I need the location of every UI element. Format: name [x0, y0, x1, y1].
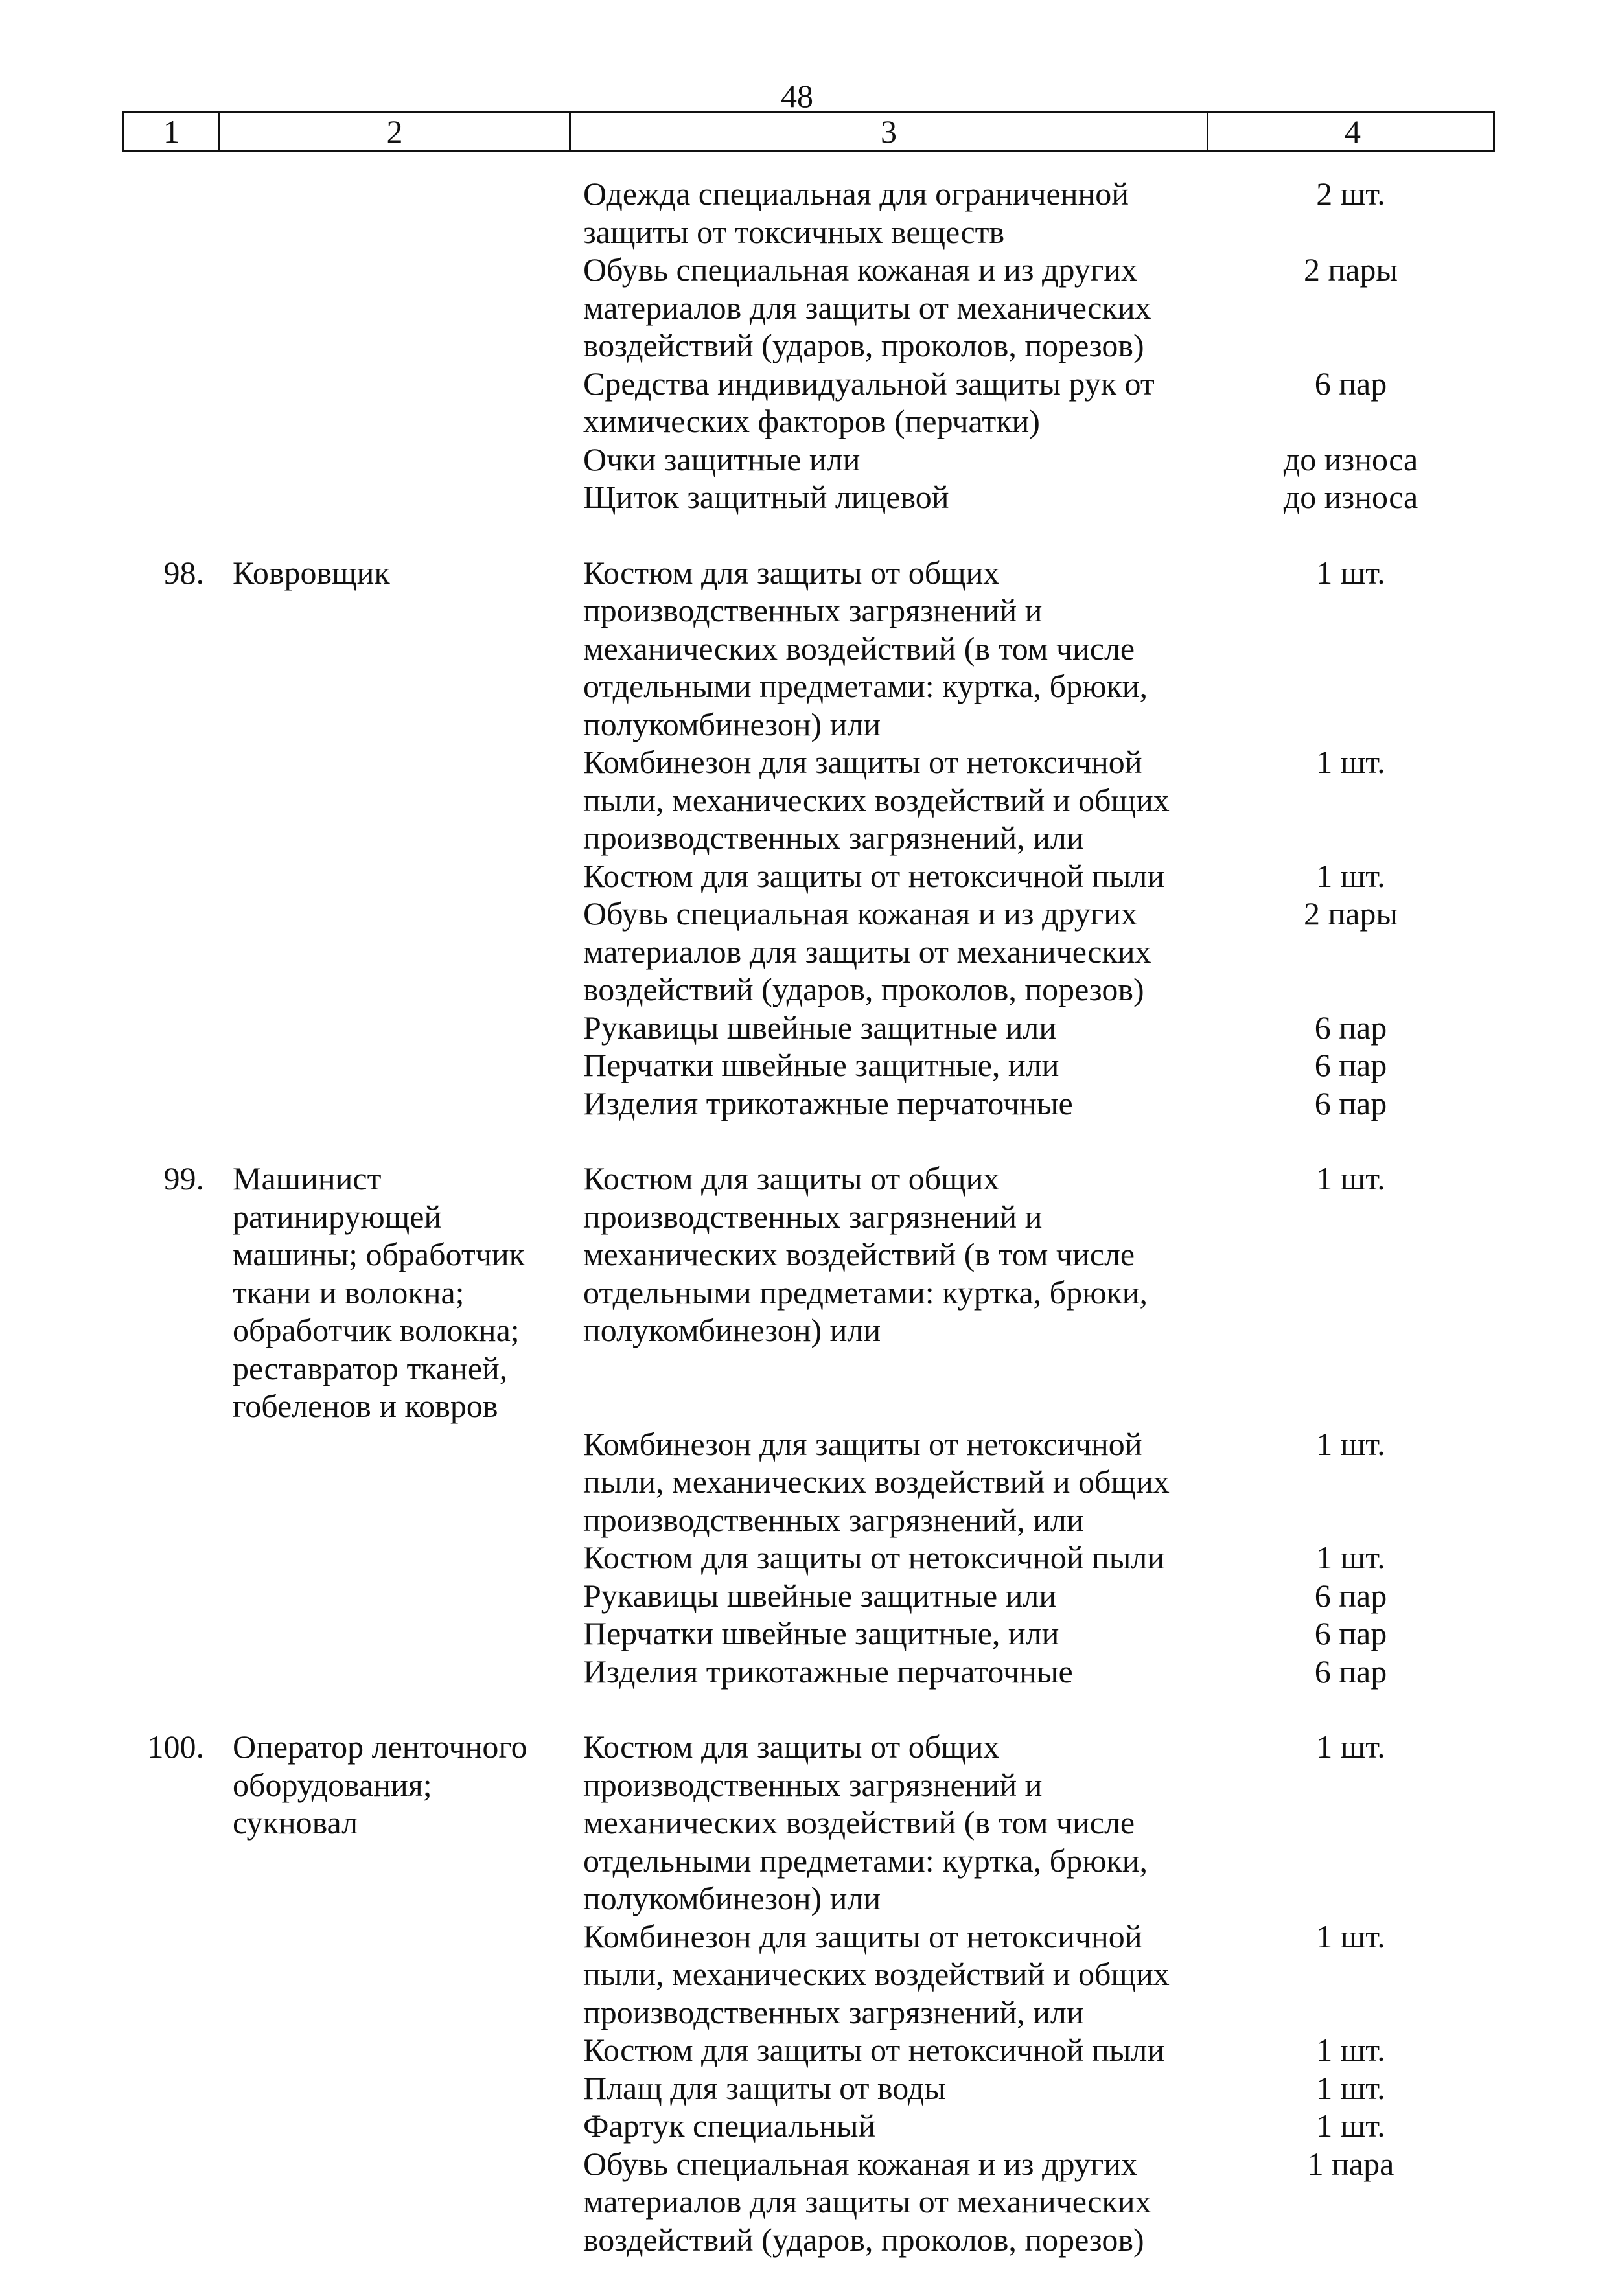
ppe-item-line: материалов для защиты от механических: [583, 933, 1151, 970]
ppe-item: [569, 895, 1207, 1009]
ppe-item: [569, 1009, 1207, 1047]
ppe-item: [569, 251, 1207, 365]
profession-cell: [218, 1046, 569, 1085]
entry-number-cell: [122, 1918, 218, 2032]
ppe-item-line: производственных загрязнений и: [583, 1766, 1043, 1803]
entry-number-cell: [122, 1539, 218, 1577]
profession-line: сукновал: [233, 1804, 358, 1841]
ppe-quantity: 6 пар: [1314, 365, 1387, 402]
continuation-entry: [122, 175, 1495, 516]
entry-number-cell: [122, 857, 218, 895]
ppe-item: [569, 365, 1207, 441]
table-header-row: [122, 111, 1495, 152]
ppe-item: [569, 1046, 1207, 1085]
ppe-item-line: полукомбинезон) или: [583, 706, 881, 742]
ppe-quantity: 6 пар: [1314, 1577, 1387, 1614]
entry-number-cell: [122, 1425, 218, 1539]
ppe-item-line: Костюм для защиты от нетоксичной пыли: [583, 2032, 1165, 2068]
ppe-item: [569, 1614, 1207, 1653]
ppe-item-line: производственных загрязнений, или: [583, 1993, 1084, 2030]
ppe-item-line: Комбинезон для защиты от нетоксичной: [583, 744, 1142, 780]
profession-line: реставратор тканей,: [233, 1349, 508, 1386]
ppe-quantity: 1 шт.: [1316, 1425, 1385, 1462]
ppe-item: [569, 743, 1207, 857]
ppe-quantity: 2 пары: [1303, 895, 1398, 932]
entry-number-cell: [122, 441, 218, 479]
ppe-item-line: отдельными предметами: куртка, брюки,: [583, 1274, 1148, 1311]
entry-number-cell: [122, 1009, 218, 1047]
profession-cell: [218, 1577, 569, 1615]
ppe-quantity: 2 пары: [1303, 251, 1398, 288]
ppe-item-line: Костюм для защиты от нетоксичной пыли: [583, 1539, 1165, 1576]
ppe-item-line: воздействий (ударов, проколов, порезов): [583, 327, 1144, 363]
ppe-item: [569, 1539, 1207, 1577]
ppe-item: [569, 2031, 1207, 2069]
profession-cell: [218, 2069, 569, 2107]
ppe-item-line: Обувь специальная кожаная и из других: [583, 2145, 1138, 2182]
table-row: [122, 554, 1495, 744]
ppe-item-line: Одежда специальная для ограниченной: [583, 176, 1129, 212]
ppe-item-line: пыли, механических воздействий и общих: [583, 1956, 1170, 1992]
ppe-item: [569, 175, 1207, 251]
ppe-item-line: Обувь специальная кожаная и из других: [583, 251, 1138, 288]
table-row: [122, 1728, 1495, 1918]
ppe-quantity: 6 пар: [1314, 1085, 1387, 1121]
header-cell-col-4: 4: [1345, 113, 1361, 150]
entry-number-cell: [122, 1577, 218, 1615]
profession-line: оборудования;: [233, 1766, 432, 1803]
ppe-quantity: 6 пар: [1314, 1047, 1387, 1083]
table-row: [122, 1918, 1495, 2032]
profession-cell: [218, 441, 569, 479]
table-row: [122, 365, 1495, 441]
ppe-item: [569, 554, 1207, 744]
profession-cell: [218, 1160, 569, 1425]
ppe-item: [569, 2107, 1207, 2145]
profession-cell: [218, 1614, 569, 1653]
header-cell-col-1: 1: [124, 113, 220, 150]
ppe-item-line: отдельными предметами: куртка, брюки,: [583, 1842, 1148, 1879]
profession-cell: [218, 857, 569, 895]
ppe-quantity: 6 пар: [1314, 1009, 1387, 1046]
ppe-item-line: Очки защитные или: [583, 441, 861, 477]
ppe-item-line: материалов для защиты от механических: [583, 2183, 1151, 2220]
ppe-item: [569, 1728, 1207, 1918]
ppe-item-line: Рукавицы швейные защитные или: [583, 1577, 1057, 1614]
table-body: [122, 175, 1495, 2296]
table-row: [122, 857, 1495, 895]
table-row: [122, 2145, 1495, 2259]
profession-cell: [218, 2107, 569, 2145]
profession-cell: [218, 2145, 569, 2259]
profession-line: машины; обработчик: [233, 1236, 525, 1272]
entry-number: 100.: [147, 1728, 204, 1765]
ppe-item-line: Средства индивидуальной защиты рук от: [583, 365, 1155, 402]
entry-number-cell: [122, 1614, 218, 1653]
profession-cell: [218, 1009, 569, 1047]
ppe-item-line: Комбинезон для защиты от нетоксичной: [583, 1918, 1142, 1955]
ppe-quantity: до износа: [1283, 441, 1418, 477]
header-cell-col-3: 3: [571, 113, 1208, 150]
table-row: [122, 2069, 1495, 2107]
ppe-quantity: 1 шт.: [1316, 1160, 1385, 1197]
profession-cell: [218, 895, 569, 1009]
ppe-quantity: 6 пар: [1314, 1653, 1387, 1690]
profession-cell: [218, 2031, 569, 2069]
ppe-item-line: полукомбинезон) или: [583, 1880, 881, 1916]
profession-line: гобеленов и ковров: [233, 1388, 498, 1424]
entry-number-cell: [122, 1653, 218, 1691]
table-row: [122, 1085, 1495, 1123]
ppe-quantity: 1 шт.: [1316, 1918, 1385, 1955]
ppe-item-line: Комбинезон для защиты от нетоксичной: [583, 1425, 1142, 1462]
page-number: 48: [781, 78, 813, 114]
entry-number-cell: [122, 1085, 218, 1123]
profession-cell: [218, 251, 569, 365]
ppe-quantity: 1 шт.: [1316, 1728, 1385, 1765]
table-entry: [122, 554, 1495, 1123]
ppe-item-line: защиты от токсичных веществ: [583, 213, 1005, 250]
ppe-item-line: пыли, механических воздействий и общих: [583, 1464, 1170, 1500]
ppe-item-line: Перчатки швейные защитные, или: [583, 1047, 1059, 1083]
table-row: [122, 1160, 1495, 1425]
ppe-item-line: механических воздействий (в том числе: [583, 1236, 1135, 1272]
ppe-item-line: воздействий (ударов, проколов, порезов): [583, 971, 1144, 1007]
profession-line: ратинирующей: [233, 1198, 442, 1235]
ppe-item-line: воздействий (ударов, проколов, порезов): [583, 2221, 1144, 2258]
ppe-item-line: Костюм для защиты от общих: [583, 1160, 1000, 1197]
ppe-quantity: 1 шт.: [1316, 2032, 1385, 2068]
profession-line: Оператор ленточного: [233, 1728, 527, 1765]
ppe-item: [569, 1160, 1207, 1425]
ppe-quantity: 1 шт.: [1316, 1539, 1385, 1576]
ppe-item-line: Рукавицы швейные защитные или: [583, 1009, 1057, 1046]
ppe-item: [569, 1425, 1207, 1539]
table-row: [122, 1425, 1495, 1539]
ppe-item: [569, 2069, 1207, 2107]
entry-number-cell: [122, 251, 218, 365]
profession-cell: [218, 365, 569, 441]
table-row: [122, 175, 1495, 251]
ppe-quantity: 1 шт.: [1316, 2107, 1385, 2144]
entry-number-cell: [122, 478, 218, 516]
ppe-item-line: Перчатки швейные защитные, или: [583, 1615, 1059, 1651]
ppe-quantity: 1 шт.: [1316, 857, 1385, 894]
table-row: [122, 895, 1495, 1009]
table-row: [122, 441, 1495, 479]
profession-cell: [218, 554, 569, 744]
profession-cell: [218, 1918, 569, 2032]
ppe-item-line: производственных загрязнений, или: [583, 820, 1084, 856]
ppe-item-line: Плащ для защиты от воды: [583, 2069, 946, 2106]
profession-line: Машинист: [233, 1160, 382, 1197]
table-row: [122, 1009, 1495, 1047]
entry-number-cell: [122, 1046, 218, 1085]
ppe-item-line: механических воздействий (в том числе: [583, 1804, 1135, 1841]
ppe-item: [569, 1577, 1207, 1615]
ppe-item-line: Щиток защитный лицевой: [583, 479, 949, 515]
table-entry: [122, 1728, 1495, 2258]
ppe-item-line: материалов для защиты от механических: [583, 289, 1151, 326]
table-row: [122, 2107, 1495, 2145]
ppe-item-line: Фартук специальный: [583, 2107, 876, 2144]
entry-number-cell: [122, 2069, 218, 2107]
table-entry: [122, 1160, 1495, 1690]
ppe-item: [569, 1653, 1207, 1691]
ppe-item-line: полукомбинезон) или: [583, 1312, 881, 1348]
table-row: [122, 743, 1495, 857]
table-row: [122, 1653, 1495, 1691]
entry-number-cell: [122, 895, 218, 1009]
ppe-item-line: Костюм для защиты от общих: [583, 554, 1000, 591]
ppe-item-line: химических факторов (перчатки): [583, 403, 1040, 439]
entry-number-cell: [122, 365, 218, 441]
profession-cell: [218, 1539, 569, 1577]
profession-cell: [218, 478, 569, 516]
profession-cell: [218, 1653, 569, 1691]
entry-number-cell: [122, 2145, 218, 2259]
table-row: [122, 1614, 1495, 1653]
ppe-item-line: Изделия трикотажные перчаточные: [583, 1653, 1073, 1690]
entry-number: 99.: [163, 1160, 204, 1197]
ppe-item: [569, 1918, 1207, 2032]
entry-number: 98.: [163, 554, 204, 591]
profession-cell: [218, 1728, 569, 1918]
ppe-quantity: до износа: [1283, 479, 1418, 515]
ppe-quantity: 1 шт.: [1316, 2069, 1385, 2106]
table-row: [122, 478, 1495, 516]
profession-cell: [218, 743, 569, 857]
profession-cell: [218, 1425, 569, 1539]
header-cell-col-2: 2: [220, 113, 571, 150]
ppe-item-line: пыли, механических воздействий и общих: [583, 781, 1170, 818]
ppe-item: [569, 857, 1207, 895]
table-row: [122, 1046, 1495, 1085]
ppe-item-line: механических воздействий (в том числе: [583, 630, 1135, 667]
ppe-quantity: 1 шт.: [1316, 554, 1385, 591]
ppe-item-line: производственных загрязнений и: [583, 1198, 1043, 1235]
ppe-item: [569, 1085, 1207, 1123]
entry-number-cell: [122, 743, 218, 857]
ppe-item-line: производственных загрязнений и: [583, 592, 1043, 628]
ppe-item-line: Изделия трикотажные перчаточные: [583, 1085, 1073, 1121]
ppe-item: [569, 2145, 1207, 2259]
ppe-item-line: производственных загрязнений, или: [583, 1501, 1084, 1538]
profession-line: обработчик волокна;: [233, 1312, 520, 1348]
ppe-item-line: отдельными предметами: куртка, брюки,: [583, 668, 1148, 704]
table-row: [122, 1539, 1495, 1577]
ppe-quantity: 1 шт.: [1316, 744, 1385, 780]
ppe-quantity: 2 шт.: [1316, 176, 1385, 212]
table-row: [122, 251, 1495, 365]
entry-number-cell: [122, 2107, 218, 2145]
ppe-item: [569, 441, 1207, 479]
ppe-quantity: 1 пара: [1307, 2145, 1394, 2182]
ppe-item-line: Костюм для защиты от нетоксичной пыли: [583, 857, 1165, 894]
entry-number-cell: [122, 2031, 218, 2069]
profession-line: ткани и волокна;: [233, 1274, 465, 1311]
table-row: [122, 1577, 1495, 1615]
profession-cell: [218, 175, 569, 251]
entry-number-cell: [122, 175, 218, 251]
profession-cell: [218, 1085, 569, 1123]
table-row: [122, 2031, 1495, 2069]
ppe-item-line: Костюм для защиты от общих: [583, 1728, 1000, 1765]
profession-line: Ковровщик: [233, 554, 390, 591]
ppe-item-line: Обувь специальная кожаная и из других: [583, 895, 1138, 932]
ppe-item: [569, 478, 1207, 516]
ppe-quantity: 6 пар: [1314, 1615, 1387, 1651]
